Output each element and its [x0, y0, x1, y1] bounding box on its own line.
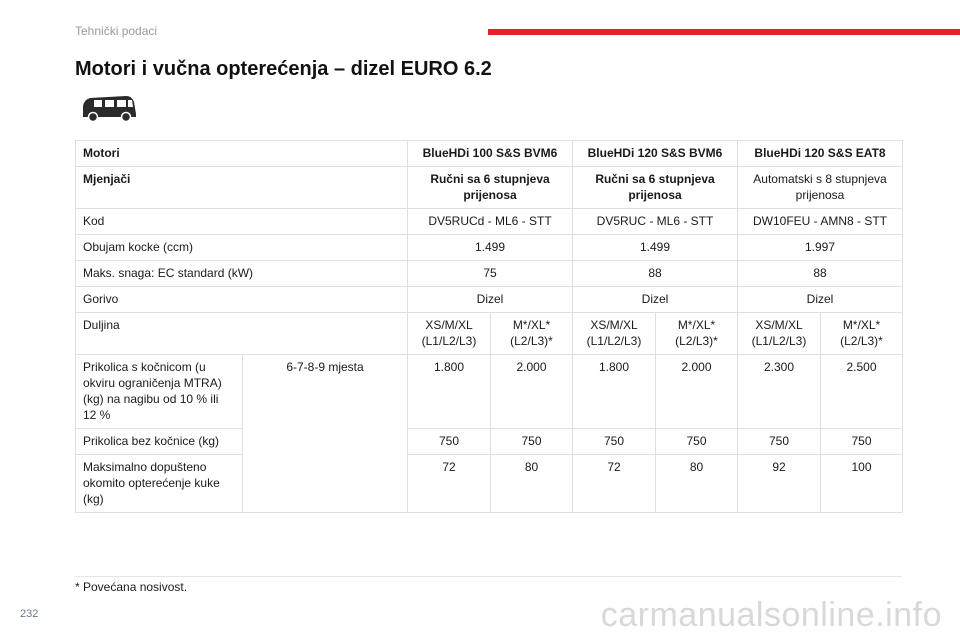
- van-icon: [80, 92, 138, 124]
- engine-spec-table: [75, 140, 903, 513]
- braked-5: 2.300: [738, 355, 821, 429]
- page-number: 232: [20, 608, 39, 620]
- watermark: carmanualsonline.info: [600, 596, 942, 634]
- fuel-1: Dizel: [408, 287, 573, 313]
- unbraked-trailer-row: [76, 429, 903, 455]
- hitch-2: 80: [491, 455, 573, 513]
- braked-2: 2.000: [491, 355, 573, 429]
- section-label: Tehnički podaci: [75, 24, 158, 38]
- unbraked-2: 750: [491, 429, 573, 455]
- unbraked-5: 750: [738, 429, 821, 455]
- displacement-3: 1.997: [738, 235, 903, 261]
- gearbox-2: Ručni sa 6 stupnjeva prijenosa: [573, 167, 738, 209]
- unbraked-4: 750: [656, 429, 738, 455]
- braked-6: 2.500: [821, 355, 903, 429]
- length-1: XS/M/XL (L1/L2/L3): [408, 313, 491, 355]
- braked-1: 1.800: [408, 355, 491, 429]
- braked-trailer-label: Prikolica s kočnicom (u okviru ograničenja MTRA) (kg) na nagibu od 10 % ili 12 %: [76, 355, 243, 429]
- power-1: 75: [408, 261, 573, 287]
- fuel-row: [76, 287, 903, 313]
- hitch-1: 72: [408, 455, 491, 513]
- code-2: DV5RUC - ML6 - STT: [573, 209, 738, 235]
- hitch-4: 80: [656, 455, 738, 513]
- unbraked-6: 750: [821, 429, 903, 455]
- length-4: M*/XL* (L2/L3)*: [656, 313, 738, 355]
- power-label: Maks. snaga: EC standard (kW): [76, 261, 408, 287]
- displacement-2: 1.499: [573, 235, 738, 261]
- length-3: XS/M/XL (L1/L2/L3): [573, 313, 656, 355]
- fuel-label: Gorivo: [76, 287, 408, 313]
- unbraked-3: 750: [573, 429, 656, 455]
- length-label: Duljina: [76, 313, 408, 355]
- gearbox-label: Mjenjači: [76, 167, 408, 209]
- seats-label: 6-7-8-9 mjesta: [243, 355, 408, 513]
- fuel-3: Dizel: [738, 287, 903, 313]
- code-label: Kod: [76, 209, 408, 235]
- length-5: XS/M/XL (L1/L2/L3): [738, 313, 821, 355]
- displacement-label: Obujam kocke (ccm): [76, 235, 408, 261]
- hitch-load-label: Maksimalno dopušteno okomito opterećenje kuke (kg): [76, 455, 243, 513]
- gearbox-1: Ručni sa 6 stupnjeva prijenosa: [408, 167, 573, 209]
- displacement-1: 1.499: [408, 235, 573, 261]
- length-6: M*/XL* (L2/L3)*: [821, 313, 903, 355]
- unbraked-trailer-label: Prikolica bez kočnice (kg): [76, 429, 243, 455]
- fuel-2: Dizel: [573, 287, 738, 313]
- code-row: [76, 209, 903, 235]
- length-2: M*/XL* (L2/L3)*: [491, 313, 573, 355]
- unbraked-1: 750: [408, 429, 491, 455]
- page-title: Motori i vučna opterećenja – dizel EURO 6.2: [75, 58, 492, 80]
- section-accent-bar: [488, 29, 960, 35]
- hitch-6: 100: [821, 455, 903, 513]
- code-3: DW10FEU - AMN8 - STT: [738, 209, 903, 235]
- footnote: * Povećana nosivost.: [75, 580, 188, 594]
- hitch-3: 72: [573, 455, 656, 513]
- power-2: 88: [573, 261, 738, 287]
- power-row: [76, 261, 903, 287]
- engine-2: BlueHDi 120 S&S BVM6: [573, 141, 738, 167]
- footnote-divider: [75, 576, 902, 577]
- engines-row: [76, 141, 903, 167]
- gearbox-row: [76, 167, 903, 209]
- gearbox-3: Automatski s 8 stupnjeva prijenosa: [738, 167, 903, 209]
- power-3: 88: [738, 261, 903, 287]
- code-1: DV5RUCd - ML6 - STT: [408, 209, 573, 235]
- displacement-row: [76, 235, 903, 261]
- engines-label: Motori: [76, 141, 408, 167]
- braked-4: 2.000: [656, 355, 738, 429]
- braked-3: 1.800: [573, 355, 656, 429]
- engine-3: BlueHDi 120 S&S EAT8: [738, 141, 903, 167]
- hitch-5: 92: [738, 455, 821, 513]
- hitch-load-row: [76, 455, 903, 513]
- engine-1: BlueHDi 100 S&S BVM6: [408, 141, 573, 167]
- braked-trailer-row: [76, 355, 903, 429]
- length-row: [76, 313, 903, 355]
